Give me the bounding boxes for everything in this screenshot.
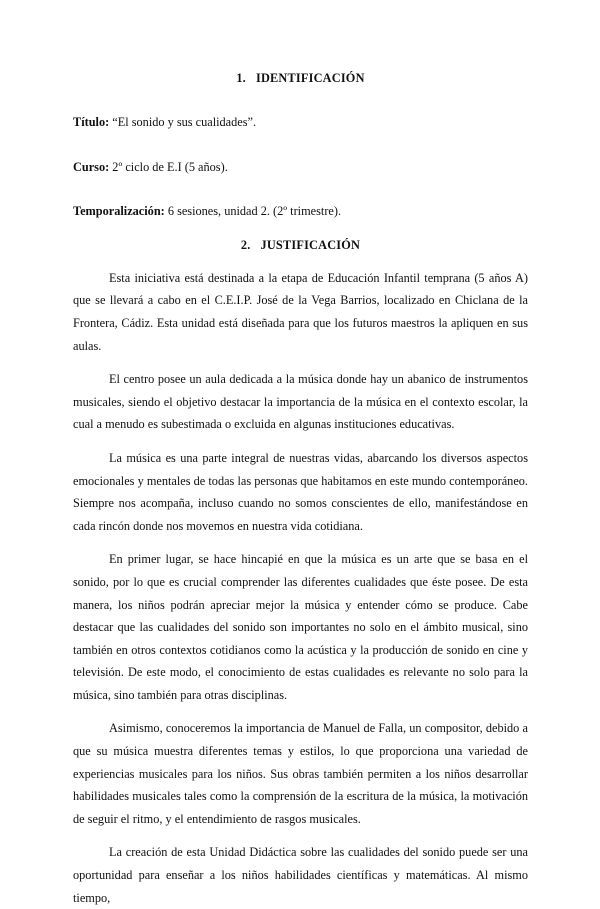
section-heading-justificacion [73, 234, 528, 256]
paragraph: El centro posee un aula dedicada a la música donde hay un abanico de instrumentos musicales, siendo el objetivo destacar la importancia de la música en el contexto escolar, la cual a menudo es subestimada o excluida en algunas instituciones educativas. [73, 372, 528, 432]
meta-temporalizacion-label: Temporalización: [73, 204, 165, 219]
meta-titulo-value: “El sonido y sus cualidades”. [109, 115, 257, 129]
section-number: 1. [236, 71, 246, 85]
section-heading-identificacion [73, 67, 528, 89]
section-number: 2. [240, 237, 251, 252]
paragraph: La creación de esta Unidad Didáctica sobre las cualidades del sonido puede ser una oportunidad para enseñar a los niños habilidades científicas y matemáticas. Al mismo tiempo, [73, 845, 528, 905]
section-title: JUSTIFICACIÓN [260, 237, 361, 252]
meta-curso-label: Curso: [73, 159, 110, 174]
document-content [73, 67, 528, 909]
meta-temporalizacion [73, 200, 528, 223]
paragraph: La música es una parte integral de nuestras vidas, abarcando los diversos aspectos emocionales y mentales de todas las personas que habitamos en este mundo contemporáneo. Siempre nos acompaña, incluso cuando no somos conscientes de ello, manifestándose en cada rincón donde nos movemos en nuestra vida cotidiana. [73, 450, 528, 533]
paragraph: Esta iniciativa está destinada a la etapa de Educación Infantil temprana (5 años A) que se llevará a cabo en el C.E.I.P. José de la Vega Barrios, localizado en Chiclana de la Frontera, Cádiz. Esta unidad está diseñada para que los futuros maestros la apliquen en sus aulas. [73, 270, 528, 353]
paragraph: En primer lugar, se hace hincapié en que la música es un arte que se basa en el sonido, por lo que es crucial comprender las diferentes cualidades que éste posee. De esta manera, los niños podrán apreciar mejor la música y entender cómo se produce. Cabe destacar que las cualidades del sonido son importantes no solo en el ámbito musical, sino también en otros contextos cotidianos como la acústica y la producción de sonido en cine y televisión. De este modo, el conocimiento de estas cualidades es relevante no solo para la música, sino también para otras disciplinas. [73, 552, 528, 702]
paragraph: Asimismo, conoceremos la importancia de Manuel de Falla, un compositor, debido a que su música muestra diferentes temas y estilos, lo que proporciona una variedad de experiencias musicales para los niños. Sus obras también permiten a los niños desarrollar habilidades musicales tales como la comprensión de la escritura de la música, la motivación de seguir el ritmo, y el entendimiento de rasgos musicales. [73, 721, 528, 826]
meta-temporalizacion-value: 6 sesiones, unidad 2. (2º trimestre). [164, 204, 342, 219]
meta-curso-value: 2º ciclo de E.I (5 años). [109, 159, 228, 174]
meta-titulo [73, 111, 528, 134]
meta-curso [73, 156, 528, 179]
meta-titulo-label: Título: [73, 115, 110, 129]
section-title: IDENTIFICACIÓN [255, 71, 365, 85]
